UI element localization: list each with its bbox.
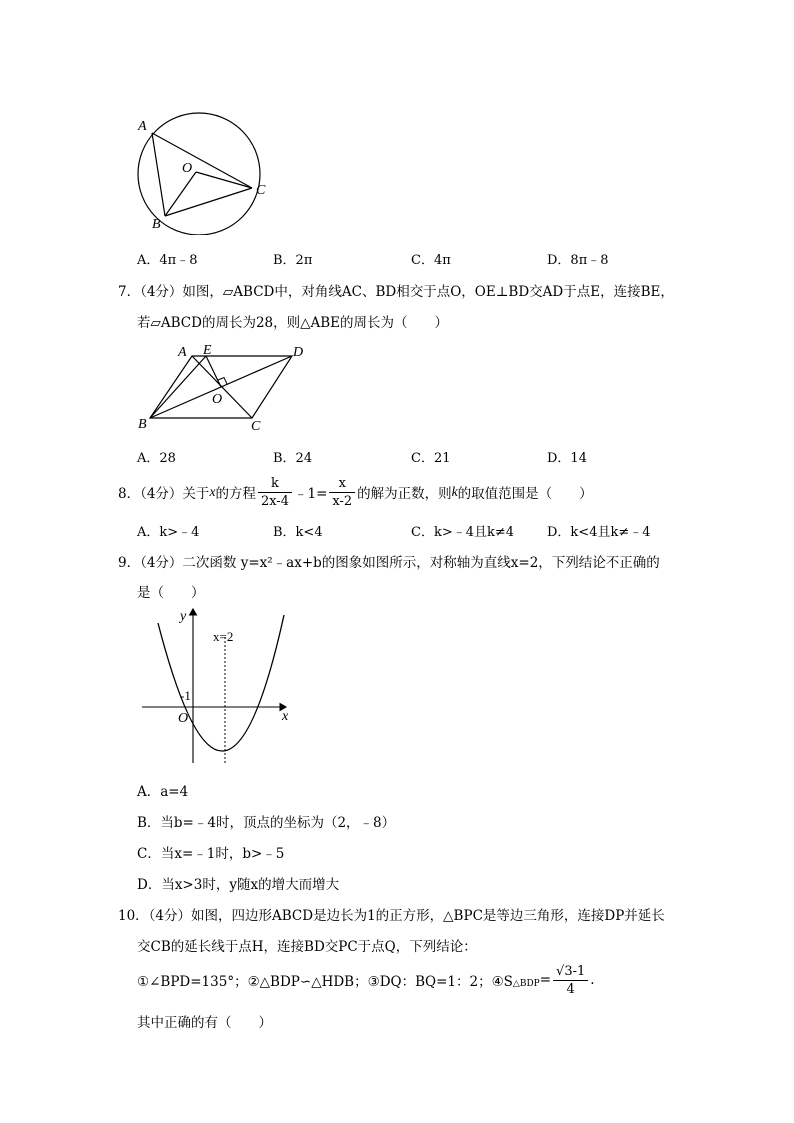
segment-ac <box>152 133 252 188</box>
q7-option-a[interactable]: A．28 <box>137 451 176 466</box>
q8-frac2-numerator: x <box>329 475 355 493</box>
q8-suffix2: 的取值范围是（ ） <box>457 486 593 502</box>
q7-stem-line1: 7．（4分）如图，▱ABCD中，对角线AC、BD相交于点O，OE⊥BD交AD于点E，连接BE， <box>118 284 674 300</box>
q10-subscript: △BDP <box>512 979 540 989</box>
q6-circle-figure <box>130 110 280 235</box>
q8-fraction-1 <box>258 475 292 510</box>
q9-option-c[interactable]: C．当x=﹣1时，b>﹣5 <box>137 846 285 862</box>
q7-stem-line2: 若▱ABCD的周长为28，则△ABE的周长为（ ） <box>137 315 449 331</box>
q8-stem <box>118 472 593 512</box>
q10-frac-denominator: 4 <box>566 981 575 997</box>
label-x: x <box>282 709 289 724</box>
q9-option-b[interactable]: B．当b=﹣4时，顶点的坐标为（2，﹣8） <box>137 815 396 831</box>
q10-period: . <box>590 972 595 988</box>
segment-ob <box>165 172 196 216</box>
label-b: B <box>152 217 161 232</box>
label-origin: O <box>178 711 189 726</box>
q7-parallelogram-figure <box>130 342 320 434</box>
q10-stem-line4: 其中正确的有（ ） <box>137 1015 272 1031</box>
q7-option-d[interactable]: D．14 <box>547 451 587 466</box>
q6-option-a[interactable]: A．4π﹣8 <box>137 253 198 268</box>
segment-bc <box>165 188 252 216</box>
q6-option-d[interactable]: D．8π﹣8 <box>547 253 609 268</box>
q8-minus-one-eq: ﹣1= <box>293 486 328 502</box>
q10-frac-numerator: √3-1 <box>553 963 588 981</box>
label-minus-one: -1 <box>180 688 191 703</box>
q8-suffix1: 的解为正数，则 <box>357 486 452 502</box>
q8-option-b[interactable]: B．k<4 <box>273 525 323 540</box>
q8-var-x: x <box>209 484 216 499</box>
q10-conclusions <box>137 960 595 1000</box>
label-o: O <box>212 392 223 407</box>
q8-frac2-denominator: x-2 <box>332 493 353 509</box>
q9-stem-line1: 9．（4分）二次函数 y=x²﹣ax+b的图象如图所示，对称轴为直线x=2，下列结论不正确的 <box>118 555 660 571</box>
segment-oc <box>196 172 252 188</box>
label-a: A <box>138 119 147 134</box>
q9-option-a[interactable]: A．a=4 <box>137 784 189 800</box>
label-o: O <box>182 161 193 176</box>
label-e: E <box>203 343 212 358</box>
q8-option-a[interactable]: A．k>﹣4 <box>137 525 200 540</box>
q8-var-k: k <box>451 484 458 499</box>
label-symmetry-axis: x=2 <box>213 629 234 644</box>
label-c: C <box>251 419 261 434</box>
segment-oe <box>206 356 221 387</box>
q9-stem-line2: 是（ ） <box>137 585 205 601</box>
q8-frac1-numerator: k <box>258 475 292 493</box>
q6-option-b[interactable]: B．2π <box>273 253 313 268</box>
label-d: D <box>293 345 304 360</box>
label-c: C <box>256 183 266 198</box>
q8-fraction-2 <box>329 475 355 510</box>
q9-parabola-figure <box>138 603 298 768</box>
q8-mid: 的方程 <box>215 486 256 502</box>
q10-equals: = <box>539 972 552 988</box>
segment-ab <box>152 133 165 216</box>
q7-option-c[interactable]: C．21 <box>411 451 451 466</box>
label-b: B <box>138 417 147 432</box>
q8-option-c[interactable]: C．k>﹣4且k≠4 <box>411 525 515 540</box>
q8-option-d[interactable]: D．k<4且k≠﹣4 <box>547 525 651 540</box>
q10-stem-line2: 交CB的延长线于点H，连接BD交PC于点Q，下列结论： <box>137 939 477 955</box>
q10-line3-prefix: ①∠BPD=135°；②△BDP∽△HDB；③DQ：BQ=1：2；④S <box>137 974 513 990</box>
q6-option-c[interactable]: C．4π <box>411 253 451 268</box>
label-y: y <box>180 609 187 624</box>
q8-frac1-denominator: 2x-4 <box>260 493 289 509</box>
q8-prefix: 8．（4分）关于 <box>118 486 210 502</box>
label-a: A <box>178 345 187 360</box>
q10-stem-line1: 10．（4分）如图，四边形ABCD是边长为1的正方形，△BPC是等边三角形，连接DP并延长 <box>118 908 665 924</box>
q10-fraction <box>553 963 588 998</box>
q9-option-d[interactable]: D．当x>3时，y随x的增大而增大 <box>137 877 340 893</box>
segment-be <box>150 356 206 418</box>
q7-option-b[interactable]: B．24 <box>273 451 313 466</box>
